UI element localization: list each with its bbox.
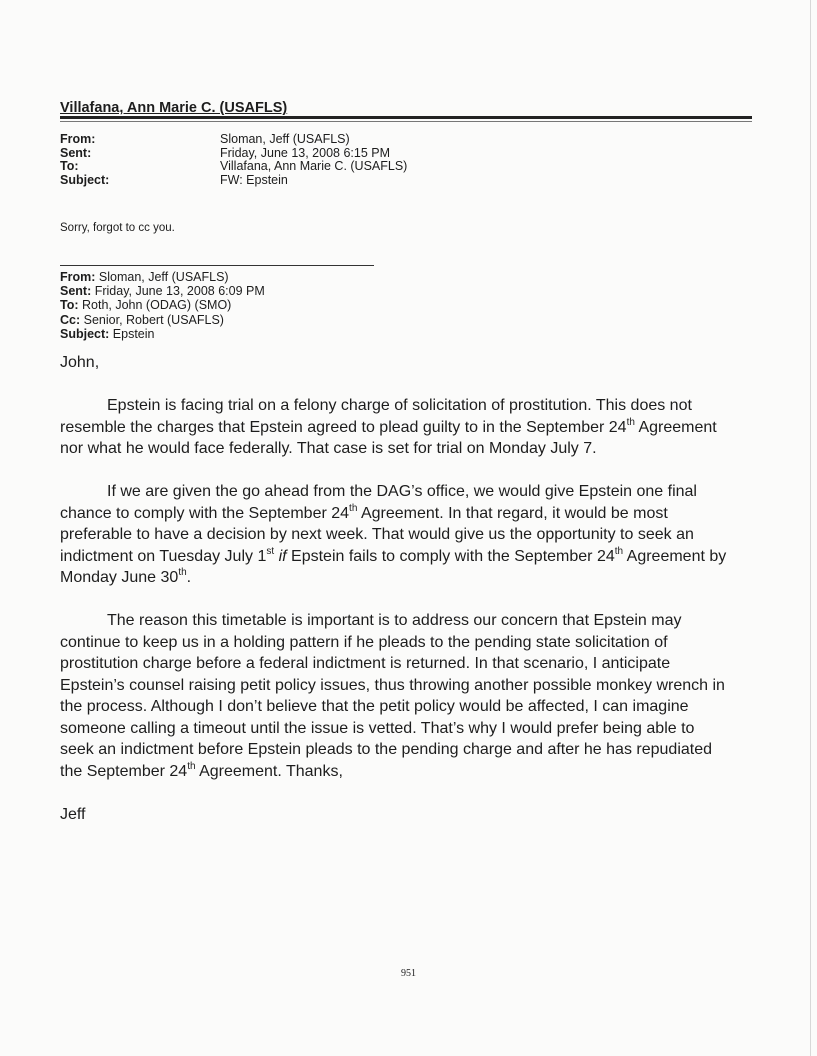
paragraph-3-line-7: seek an indictment before Epstein pleads to the pending charge and after he has repudiated bbox=[60, 741, 713, 758]
header-subject-value: FW: Epstein bbox=[220, 172, 288, 187]
fwd-from-value: Sloman, Jeff (USAFLS) bbox=[98, 270, 229, 284]
header-to-value: Villafana, Ann Marie C. (USAFLS) bbox=[220, 159, 408, 174]
paragraph-2-line-2: chance to comply with the September 24th Agreement. In that regard, it would be most bbox=[60, 502, 668, 522]
forward-separator bbox=[60, 265, 374, 266]
paragraph-2-line-1: If we are given the go ahead from the DAG’s office, we would give Epstein one final bbox=[107, 483, 697, 500]
header-from-label: From: bbox=[60, 132, 96, 146]
header-from-value: Sloman, Jeff (USAFLS) bbox=[220, 132, 350, 146]
fwd-sent-value: Friday, June 13, 2008 6:09 PM bbox=[94, 284, 265, 299]
paragraph-3-line-6: someone calling a timeout until the issue is vetted. That’s why I would prefer being able to bbox=[60, 719, 695, 737]
header-to-label: To: bbox=[60, 159, 79, 174]
cover-note: Sorry, forgot to cc you. bbox=[60, 222, 175, 234]
scan-edge-line bbox=[810, 0, 811, 1056]
page-number: 951 bbox=[401, 968, 416, 979]
fwd-subject-row bbox=[60, 327, 265, 341]
paragraph-1-line-1: Epstein is facing trial on a felony charge of solicitation of prostitution. This does not bbox=[107, 397, 692, 414]
header-sent-label: Sent: bbox=[60, 145, 92, 160]
paragraph-3-line-4: Epstein’s counsel raising petit policy issues, thus throwing another possible monkey wrench in bbox=[60, 676, 725, 694]
paragraph-1-line-2: resemble the charges that Epstein agreed to plead guilty to in the September 24th Agreement bbox=[60, 416, 717, 436]
fwd-sent-label: Sent: bbox=[60, 284, 92, 299]
fwd-to-row bbox=[60, 298, 265, 312]
fwd-sent-row bbox=[60, 284, 265, 298]
paragraph-3-line-2: continue to keep us in a holding pattern if he pleads to the pending state solicitation of bbox=[60, 633, 668, 651]
mailbox-owner-heading: Villafana, Ann Marie C. (USAFLS) bbox=[60, 100, 288, 116]
fwd-subject-value: Epstein bbox=[112, 326, 155, 341]
header-sent-row bbox=[60, 147, 407, 161]
fwd-from-row bbox=[60, 270, 265, 284]
paragraph-3-line-8: the September 24th Agreement. Thanks, bbox=[60, 760, 343, 780]
fwd-to-value: Roth, John (ODAG) (SMO) bbox=[82, 298, 232, 313]
paragraph-1-line-3: nor what he would face federally. That case is set for trial on Monday July 7. bbox=[60, 440, 597, 457]
paragraph-2-line-3: preferable to have a decision by next week. That would give us the opportunity to seek an bbox=[60, 526, 694, 543]
message-body bbox=[60, 352, 760, 825]
forwarded-header bbox=[60, 270, 265, 341]
heading-rule bbox=[60, 116, 752, 119]
paragraph-3-line-5: the process. Although I don’t believe that the petit policy would be affected, I can imagine bbox=[60, 698, 689, 715]
fwd-cc-label: Cc: bbox=[60, 312, 81, 327]
fwd-cc-row bbox=[60, 313, 265, 327]
signature: Jeff bbox=[60, 805, 86, 823]
header-sent-value: Friday, June 13, 2008 6:15 PM bbox=[220, 145, 391, 160]
paragraph-3-line-1: The reason this timetable is important is to address our concern that Epstein may bbox=[107, 612, 682, 629]
fwd-subject-label: Subject: bbox=[60, 326, 110, 341]
fwd-to-label: To: bbox=[60, 298, 79, 313]
paragraph-2-line-4: indictment on Tuesday July 1st if Epstein fails to comply with the September 24th Agreement by bbox=[60, 545, 727, 565]
greeting: John, bbox=[60, 354, 100, 371]
header-subject-label: Subject: bbox=[60, 172, 110, 187]
paragraph-3-line-3: prostitution charge before a federal indictment is returned. In that scenario, I anticipate bbox=[60, 655, 671, 672]
fwd-from-label: From: bbox=[60, 270, 96, 284]
email-header bbox=[60, 133, 407, 187]
header-to-row bbox=[60, 160, 407, 174]
heading-rule-thin bbox=[60, 121, 752, 122]
header-subject-row bbox=[60, 174, 407, 188]
fwd-cc-value: Senior, Robert (USAFLS) bbox=[83, 312, 224, 327]
header-from-row bbox=[60, 133, 407, 147]
paragraph-2-line-5: Monday June 30th. bbox=[60, 567, 192, 586]
